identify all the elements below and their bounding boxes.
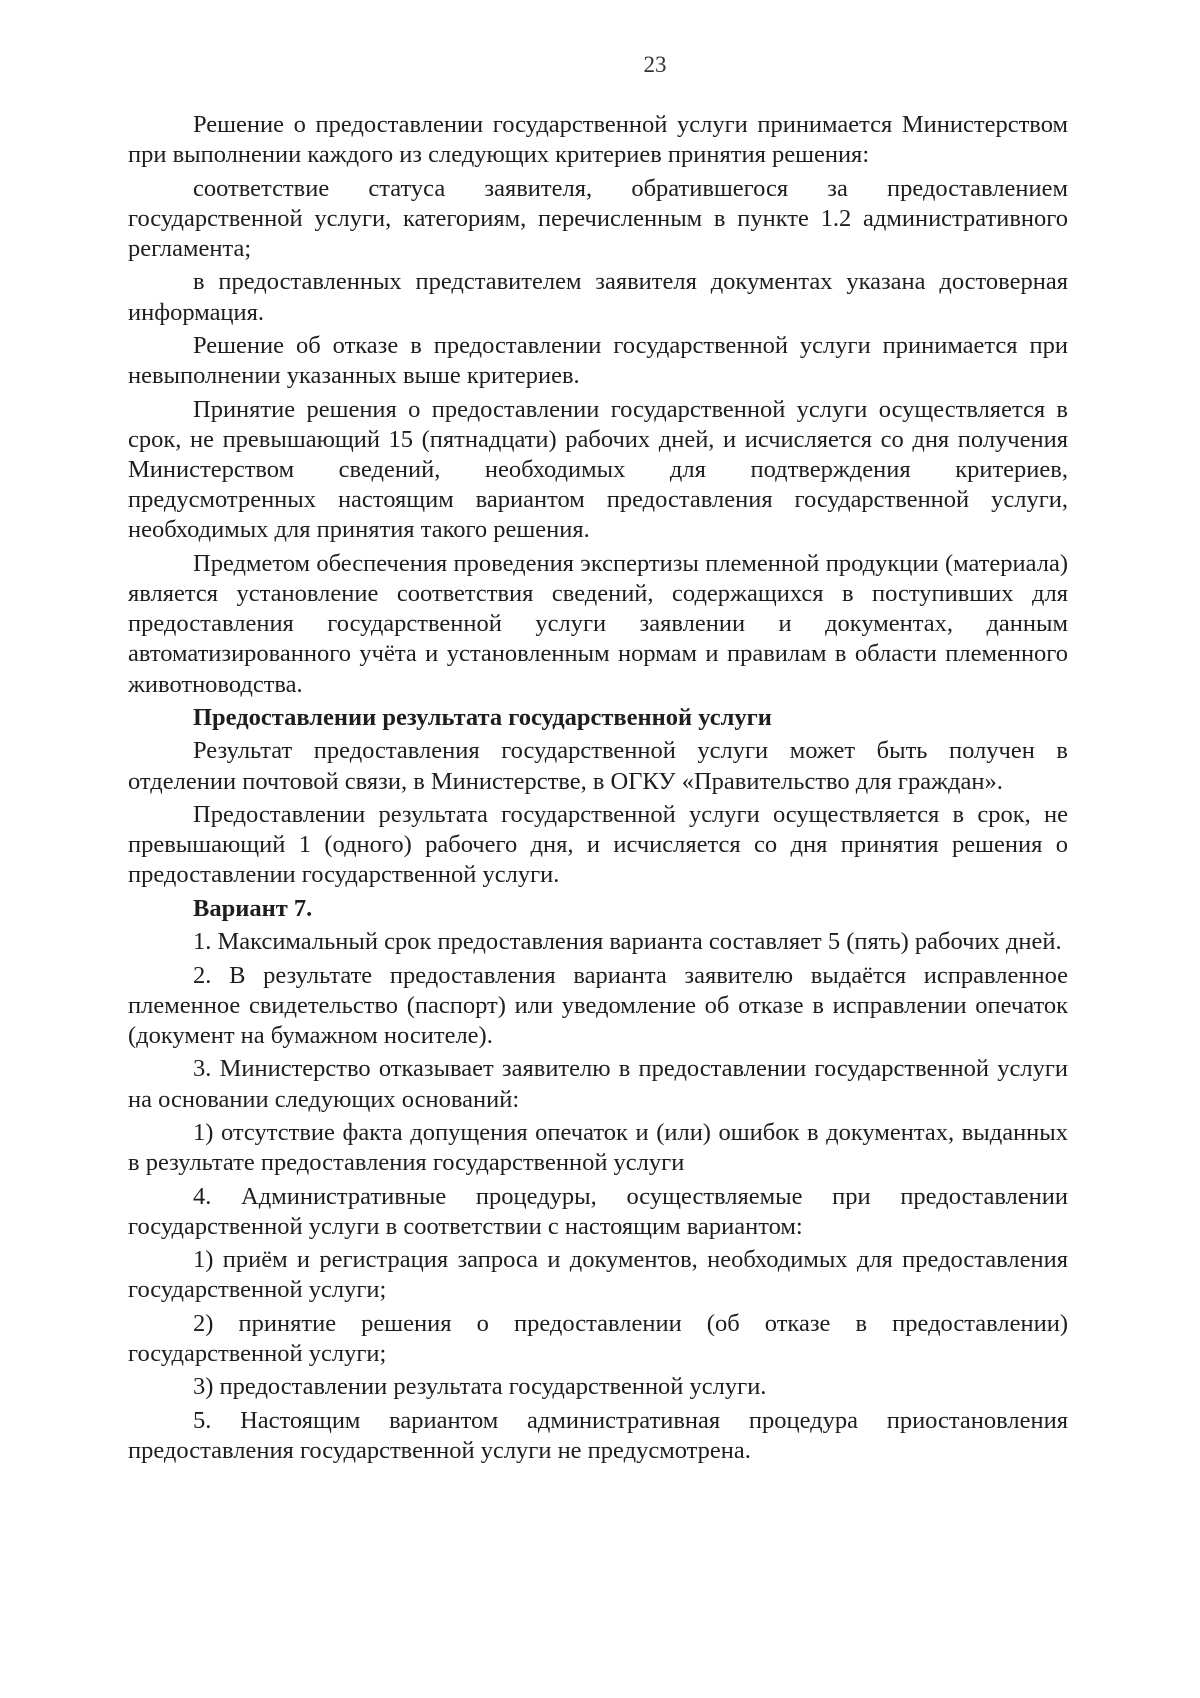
body-paragraph: Результат предоставления государственной услуги может быть получен в отделении почтовой связи, в Министерстве, в ОГКУ «Правительство для граждан». xyxy=(128,737,1068,795)
body-paragraph: Предметом обеспечения проведения экспертизы племенной продукции (материала) является установление соответствия сведений, содержащихся в поступивших для предоставления государственной услуги заявлении и документах, данным автоматизированного учёта и установленным нормам и правилам в области племенного животноводства. xyxy=(128,549,1068,698)
body-paragraph: 4. Административные процедуры, осуществляемые при предоставлении государственной услуги в соответствии с настоящим вариантом: xyxy=(128,1182,1068,1240)
body-paragraph: соответствие статуса заявителя, обратившегося за предоставлением государственной услуги, категориям, перечисленным в пункте 1.2 административного регламента; xyxy=(128,174,1068,262)
document-body xyxy=(128,0,1068,1466)
section-heading: Предоставлении результата государственной услуги xyxy=(193,703,772,731)
body-paragraph: 1) приём и регистрация запроса и документов, необходимых для предоставления государственной услуги; xyxy=(128,1246,1068,1304)
body-paragraph: 1) отсутствие факта допущения опечаток и (или) ошибок в документах, выданных в результате предоставления государственной услуги xyxy=(128,1118,1068,1177)
body-paragraph: 3) предоставлении результата государственной услуги. xyxy=(193,1373,767,1401)
section-heading: Вариант 7. xyxy=(193,894,313,922)
body-paragraph: Решение о предоставлении государственной услуги принимается Министерством при выполнении каждого из следующих критериев принятия решения: xyxy=(128,111,1068,169)
body-paragraph: 1. Максимальный срок предоставления варианта составляет 5 (пять) рабочих дней. xyxy=(193,928,1062,956)
body-paragraph: Принятие решения о предоставлении государственной услуги осуществляется в срок, не превышающий 15 (пятнадцати) рабочих дней, и исчисляется со дня получения Министерством сведений, необходимых для подтверждения критериев, предусмотренных настоящим вариантом предоставления государственной услуги, необходимых для принятия такого решения. xyxy=(128,395,1068,544)
body-paragraph: Решение об отказе в предоставлении государственной услуги принимается при невыполнении указанных выше критериев. xyxy=(128,331,1068,390)
body-paragraph: 3. Министерство отказывает заявителю в предоставлении государственной услуги на основании следующих оснований: xyxy=(128,1055,1068,1113)
page-number: 23 xyxy=(643,52,667,77)
body-paragraph: Предоставлении результата государственной услуги осуществляется в срок, не превышающий 1 (одного) рабочего дня, и исчисляется со дня принятия решения о предоставлении государственной услуги. xyxy=(128,800,1068,889)
body-paragraph: 2. В результате предоставления варианта заявителю выдаётся исправленное племенное свидетельство (паспорт) или уведомление об отказе в исправлении опечаток (документ на бумажном носителе). xyxy=(128,961,1068,1049)
body-paragraph: в предоставленных представителем заявителя документах указана достоверная информация. xyxy=(128,268,1068,326)
body-paragraph: 2) принятие решения о предоставлении (об отказе в предоставлении) государственной услуги; xyxy=(128,1309,1068,1367)
body-paragraph: 5. Настоящим вариантом административная процедура приостановления предоставления государственной услуги не предусмотрена. xyxy=(128,1406,1068,1464)
